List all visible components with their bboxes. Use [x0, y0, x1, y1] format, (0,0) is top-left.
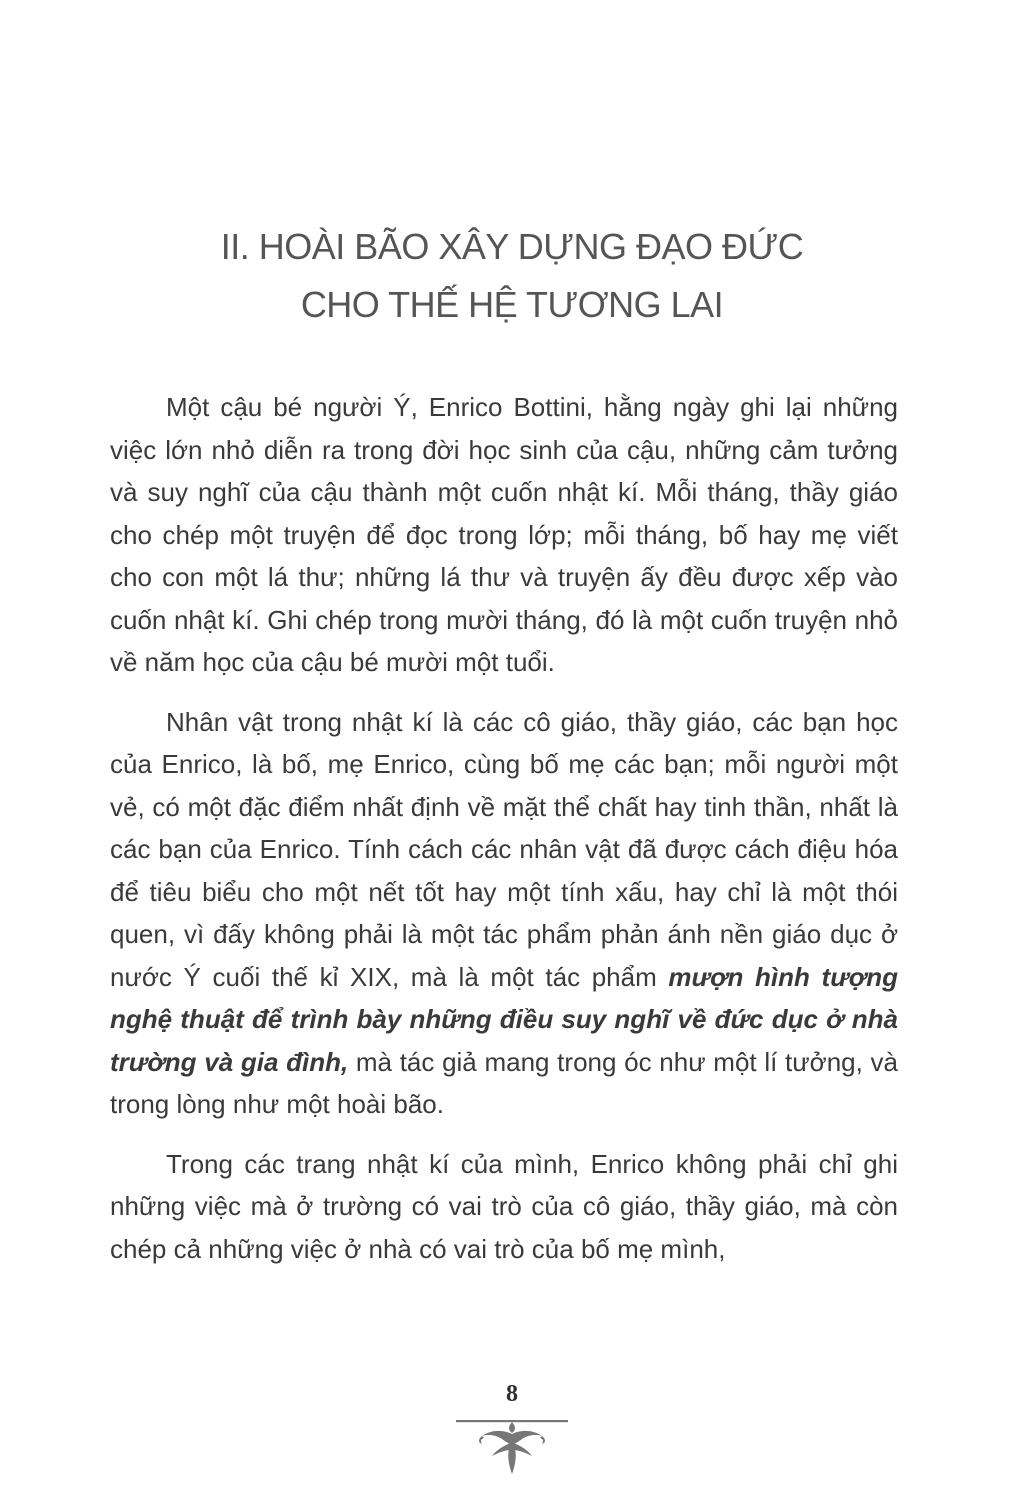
paragraph-2	[110, 701, 898, 1126]
fleuron-ornament-icon	[452, 1412, 572, 1478]
chapter-title	[0, 218, 1024, 334]
paragraph-3: Trong các trang nhật kí của mình, Enrico không phải chỉ ghi những việc mà ở trường có vai trò của cô giáo, thầy giáo, mà còn chép cả những việc ở nhà có vai trò của bố mẹ mình,	[110, 1148, 898, 1264]
paragraph-2-emphasis: mượn hình tượng nghệ thuật để trình bày những điều suy nghĩ về đức dục ở nhà trường và gia đình,	[110, 961, 898, 1077]
body-text	[110, 386, 898, 1287]
paragraph-2-text-after: mà tác giả mang trong óc như một lí tưởng, và trong lòng như một hoài bão.	[110, 1046, 898, 1119]
chapter-title-line-1: II. HOÀI BÃO XÂY DỰNG ĐẠO ĐỨC	[220, 226, 804, 267]
paragraph-1: Một cậu bé người Ý, Enrico Bottini, hằng ngày ghi lại những việc lớn nhỏ diễn ra trong đời học sinh của cậu, những cảm tưởng và suy nghĩ của cậu thành một cuốn nhật kí. Mỗi tháng, thầy giáo cho chép một truyện để đọc trong lớp; mỗi tháng, bố hay mẹ viết cho con một lá thư; những lá thư và truyện ấy đều được xếp vào cuốn nhật kí. Ghi chép trong mười tháng, đó là một cuốn truyện nhỏ về năm học của cậu bé mười một tuổi.	[110, 392, 898, 677]
page-number: 8	[506, 1381, 518, 1407]
paragraph-2-text-before: Nhân vật trong nhật kí là các cô giáo, thầy giáo, các bạn học của Enrico, là bố, mẹ Enrico, cùng bố mẹ các bạn; mỗi người một vẻ, có một đặc điểm nhất định về mặt thể chất hay tinh thần, nhất là các bạn của Enrico. Tính cách các nhân vật đã được cách điệu hóa để tiêu biểu cho một nết tốt hay một tính xấu, hay chỉ là một thói quen, vì đấy không phải là một tác phẩm phản ánh nền giáo dục ở nước Ý cuối thế kỉ XIX, mà là một tác phẩm	[110, 706, 898, 992]
chapter-title-line-2: CHO THẾ HỆ TƯƠNG LAI	[300, 284, 724, 325]
